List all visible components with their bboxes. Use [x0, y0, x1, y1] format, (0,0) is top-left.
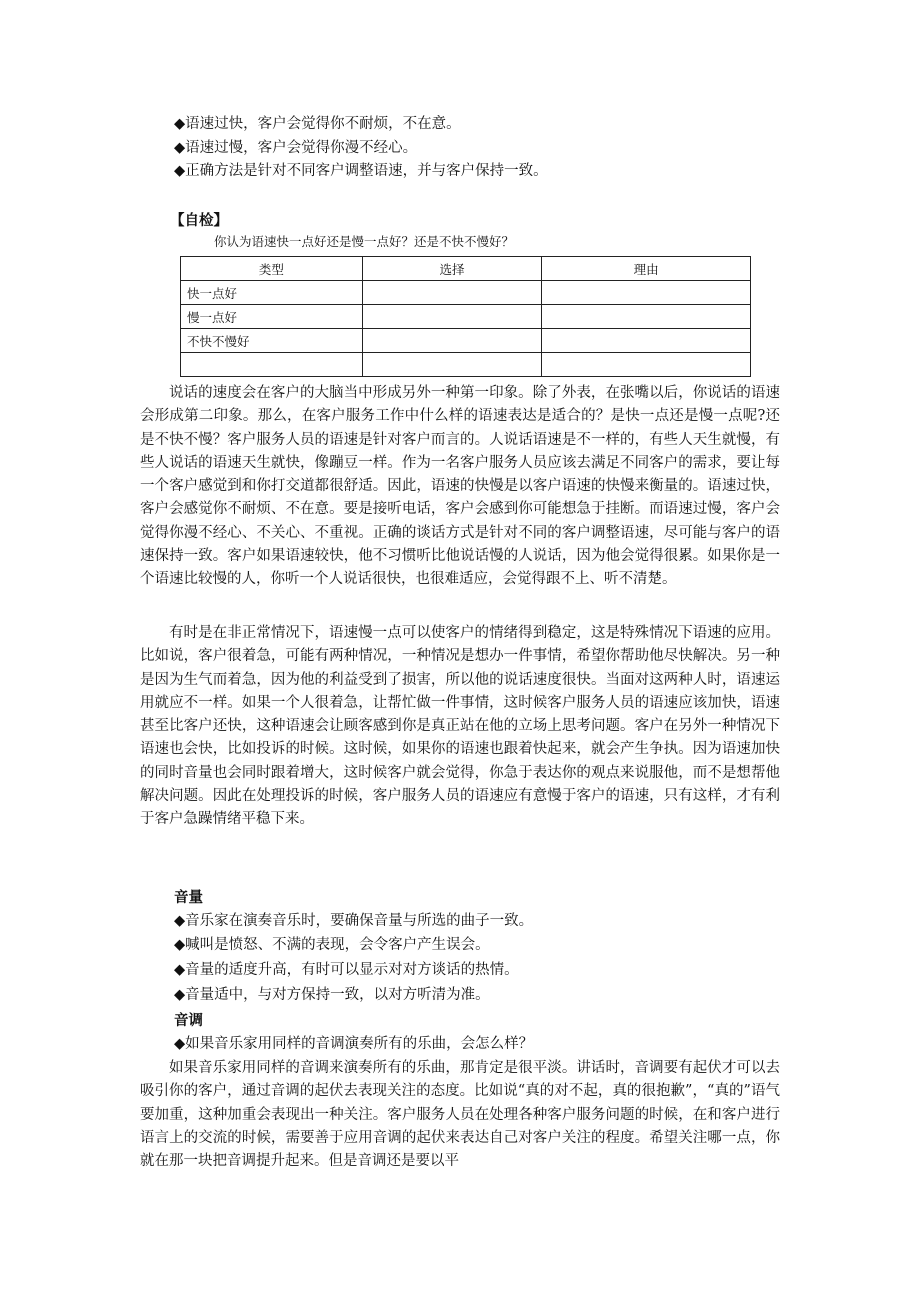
paragraph-speed-impression: 说话的速度会在客户的大脑当中形成另外一种第一印象。除了外表，在张嘴以后，你说话的语速会形成第二印象。那么，在客户服务工作中什么样的语速表达是适合的？是快一点还是慢一点呢?还是不快不慢？客户服务人员的语速是针对客户而言的。人说话语速是不一样的，有些人天生就慢，有些人说话的语速天生就快，像蹦豆一样。作为一名客户服务人员应该去满足不同客户的需求，要让每一个客户感觉到和你打交道都很舒适。因此，语速的快慢是以客户语速的快慢来衡量的。语速过快，客户会感觉你不耐烦、不在意。要是接听电话，客户会感到你可能想急于挂断。而语速过慢，客户会觉得你漫不经心、不关心、不重视。正确的谈话方式是针对不同的客户调整语速，尽可能与客户的语速保持一致。客户如果语速较快，他不习惯听比他说话慢的人说话，因为他会觉得很累。如果你是一个语速比较慢的人，你听一个人说话很快，也很难适应，会觉得跟不上、听不清楚。 — [140, 385, 780, 588]
header-choice: 选择 — [362, 257, 542, 281]
header-type: 类型 — [181, 257, 363, 281]
volume-bullet-4: ◆音量适中，与对方保持一致，以对方听清为准。 — [174, 987, 490, 1003]
speed-bullet-1: ◆语速过快，客户会觉得你不耐烦，不在意。 — [174, 116, 461, 132]
row-type — [181, 353, 363, 377]
table-row — [181, 305, 751, 329]
row-reason[interactable] — [542, 329, 751, 353]
volume-bullet-1: ◆音乐家在演奏音乐时，要确保音量与所选的曲子一致。 — [174, 913, 534, 929]
self-check-table — [180, 256, 751, 377]
header-reason: 理由 — [542, 257, 751, 281]
row-type: 慢一点好 — [181, 305, 363, 329]
table-row — [181, 281, 751, 305]
paragraph-tone: 如果音乐家用同样的音调来演奏所有的乐曲，那肯定是很平淡。讲话时，音调要有起伏才可以去吸引你的客户，通过音调的起伏去表现关注的态度。比如说“真的对不起，真的很抱歉”，“真的”语气要加重，这种加重会表现出一种关注。客户服务人员在处理各种客户服务问题的时候，在和客户进行语言上的交流的时候，需要善于应用音调的起伏来表达自己对客户关注的程度。希望关注哪一点，你就在那一块把音调提升起来。但是音调还是要以平 — [140, 1060, 780, 1170]
volume-heading: 音量 — [174, 890, 203, 906]
tone-bullet: ◆如果音乐家用同样的音调演奏所有的乐曲，会怎么样？ — [174, 1036, 534, 1052]
self-check-title: 【自检】 — [170, 213, 228, 229]
table-header-row — [181, 257, 751, 281]
row-reason[interactable] — [542, 305, 751, 329]
row-type: 快一点好 — [181, 281, 363, 305]
row-reason[interactable] — [542, 281, 751, 305]
row-choice[interactable] — [362, 305, 542, 329]
speed-bullet-3: ◆正确方法是针对不同客户调整语速，并与客户保持一致。 — [174, 163, 548, 179]
table-row — [181, 329, 751, 353]
row-type: 不快不慢好 — [181, 329, 363, 353]
table-row — [181, 353, 751, 377]
row-choice[interactable] — [362, 329, 542, 353]
volume-bullet-3: ◆音量的适度升高，有时可以显示对对方谈话的热情。 — [174, 962, 519, 978]
paragraph-speed-special: 有时是在非正常情况下，语速慢一点可以使客户的情绪得到稳定，这是特殊情况下语速的应用。比如说，客户很着急，可能有两种情况，一种情况是想办一件事情，希望你帮助他尽快解决。另一种是因为生气而着急，因为他的利益受到了损害，所以他的说话速度很快。当面对这两种人时，语速运用就应不一样。如果一个人很着急，让帮忙做一件事情，这时候客户服务人员的语速应该加快，语速甚至比客户还快，这种语速会让顾客感到你是真正站在他的立场上思考问题。客户在另外一种情况下语速也会快，比如投诉的时候。这时候，如果你的语速也跟着快起来，就会产生争执。因为语速加快的同时音量也会同时跟着增大，这时候客户就会觉得，你急于表达你的观点来说服他，而不是想帮他解决问题。因此在处理投诉的时候，客户服务人员的语速应有意慢于客户的语速，只有这样，才有利于客户急躁情绪平稳下来。 — [140, 625, 780, 828]
volume-bullet-2: ◆喊叫是愤怒、不满的表现，会令客户产生误会。 — [174, 937, 490, 953]
row-reason[interactable] — [542, 353, 751, 377]
row-choice[interactable] — [362, 281, 542, 305]
row-choice[interactable] — [362, 353, 542, 377]
speed-bullet-2: ◆语速过慢，客户会觉得你漫不经心。 — [174, 140, 418, 156]
tone-heading: 音调 — [174, 1013, 203, 1029]
self-check-question: 你认为语速快一点好还是慢一点好？还是不快不慢好？ — [214, 234, 515, 249]
